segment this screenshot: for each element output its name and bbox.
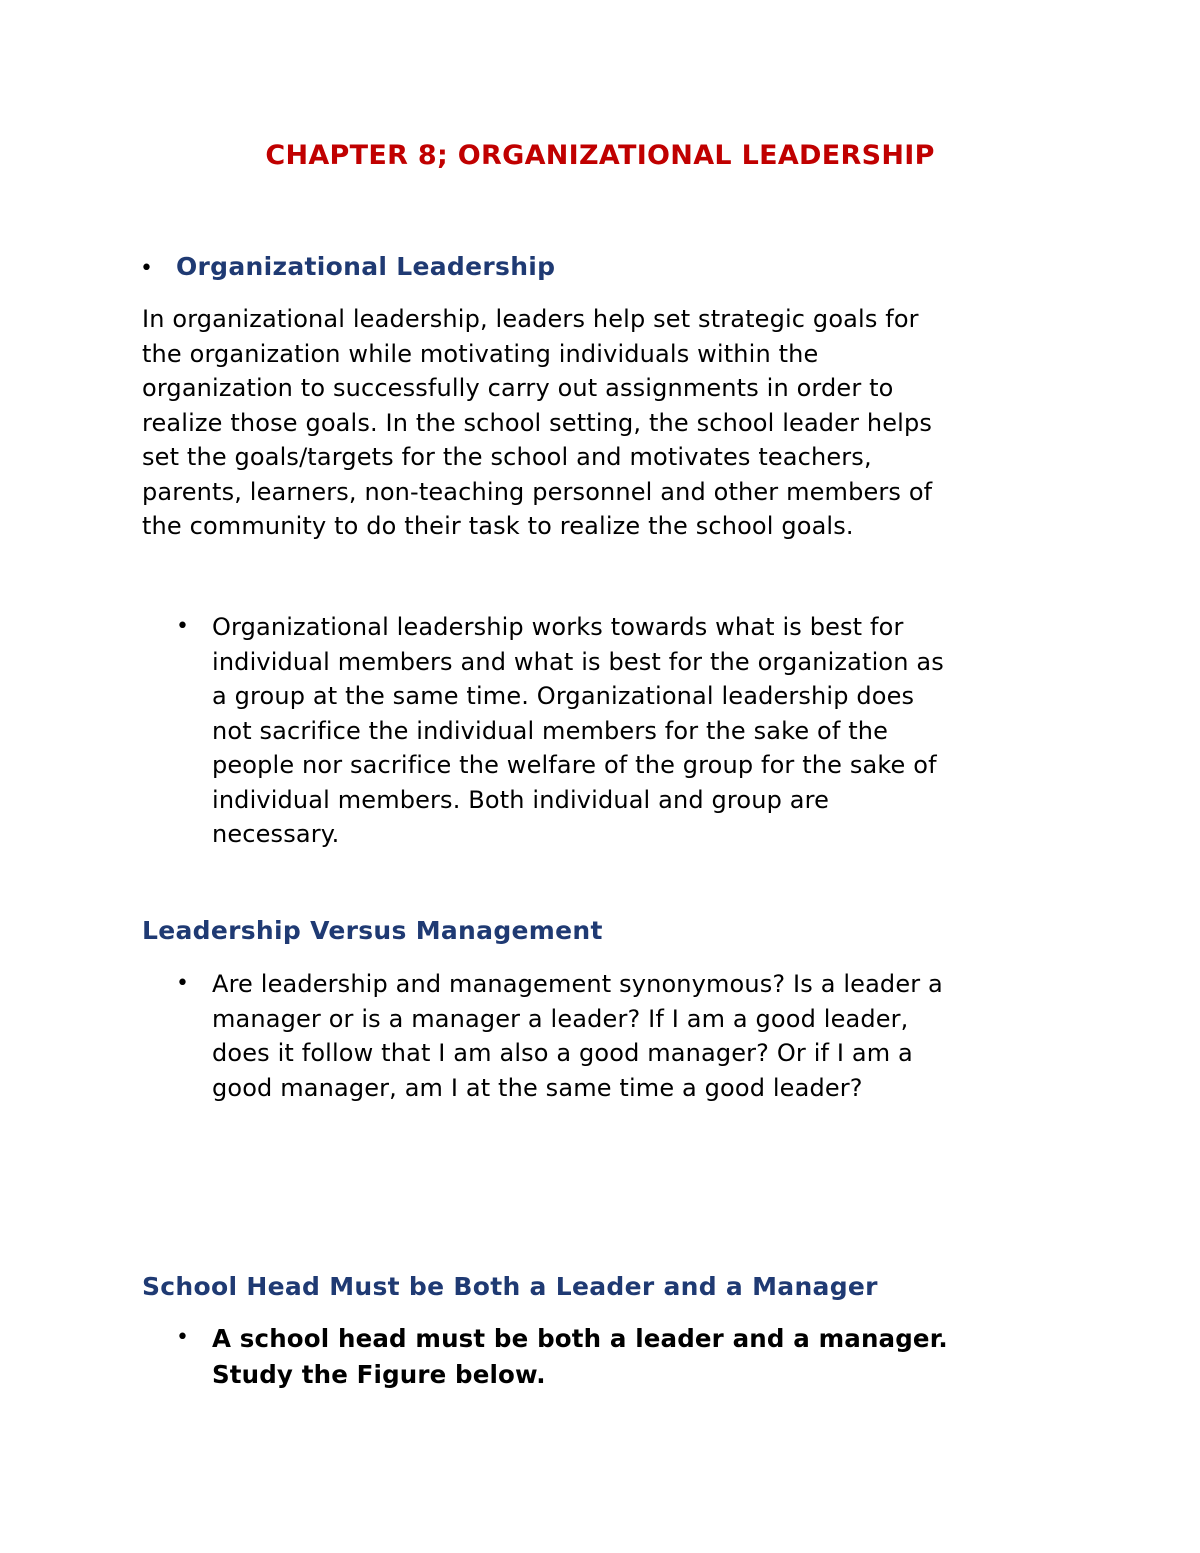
bullet-icon: • (176, 614, 189, 639)
chapter-title: CHAPTER 8; ORGANIZATIONAL LEADERSHIP (265, 140, 935, 171)
bullet-text-leadership-management-questions: Are leadership and management synonymous? Is a leader a manager or is a manager a leader? If I am a good leader, does it follow that I am also a good manager? Or if I am a good manager, am I at the same time a good leader? (212, 970, 943, 1102)
section-heading-organizational-leadership: Organizational Leadership (176, 252, 556, 281)
paragraph-organizational-leadership: In organizational leadership, leaders help set strategic goals for the organization while motivating individuals within the organization to successfully carry out assignments in order to realize those goals. In the school setting, the school leader helps set the goals/targets for the school and motivates teachers, parents, learners, non-teaching personnel and other members of the community to do their task to realize the school goals. (142, 305, 933, 540)
bullet-icon: • (140, 256, 153, 281)
bullet-text-best-for-members: Organizational leadership works towards what is best for individual members and what is best for the organization as a group at the same time. Organizational leadership does not sacrifice the individual members for the sake of the people nor sacrifice the welfare of the group for the sake of individual members. Both individual and group are necessary. (212, 613, 944, 848)
bullet-icon: • (176, 1325, 189, 1350)
section-heading-leadership-versus-management: Leadership Versus Management (142, 916, 603, 945)
bullet-text-school-head: A school head must be both a leader and a manager. Study the Figure below. (212, 1324, 948, 1389)
bullet-icon: • (176, 971, 189, 996)
section-heading-school-head: School Head Must be Both a Leader and a Manager (142, 1272, 878, 1301)
